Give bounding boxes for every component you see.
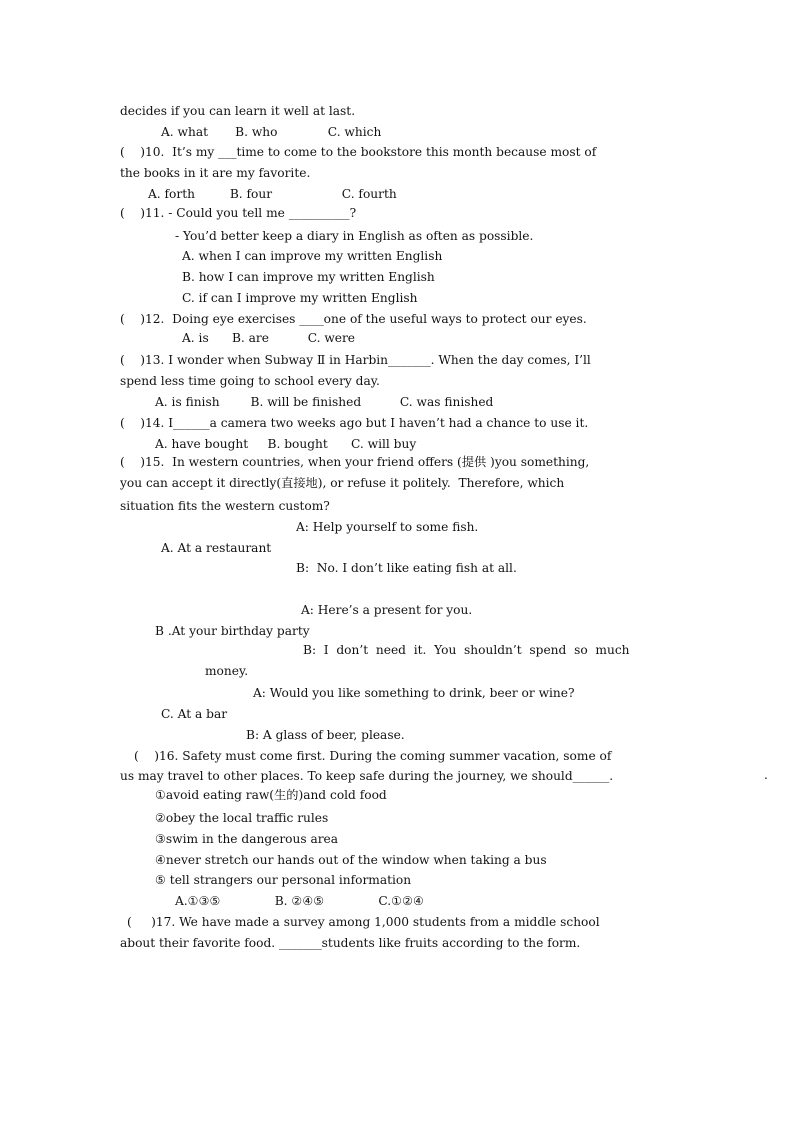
option-line: A. have bought B. bought C. will buy [155,437,417,451]
list-item: ③swim in the dangerous area [155,832,339,846]
question-12: ( )12. Doing eye exercises ____one of the useful ways to protect our eyes. [120,312,587,326]
question-10: ( )10. It’s my ___time to come to the bookstore this month because most of [120,145,597,159]
dialogue-line: B: I don’t need it. You shouldn’t spend so much [303,643,630,657]
option-line: B .At your birthday party [155,624,310,638]
text-line: decides if you can learn it well at last. [120,104,356,118]
dialogue-line: B: A glass of beer, please. [246,728,405,742]
question-13: ( )13. I wonder when Subway Ⅱ in Harbin_______. When the day comes, I’ll [120,353,591,367]
dialogue-line: B: No. I don’t like eating fish at all. [296,561,517,575]
option-line: A. At a restaurant [161,541,272,555]
dialogue-line: money. [205,664,249,678]
dialogue-line: A: Would you like something to drink, beer or wine? [253,686,575,700]
option-line: A. when I can improve my written English [182,249,443,263]
option-line: C. At a bar [161,707,228,721]
text-line: the books in it are my favorite. [120,166,311,180]
question-17: ( )17. We have made a survey among 1,000 students from a middle school [127,915,600,929]
list-item: ④never stretch our hands out of the window when taking a bus [155,853,547,867]
option-line: A. what B. who C. which [161,125,382,139]
list-item: ⑤ tell strangers our personal information [155,873,412,887]
option-line: A. is finish B. will be finished C. was finished [155,395,494,409]
option-line: C. if can I improve my written English [182,291,418,305]
option-line: A. is B. are C. were [182,331,356,345]
text-line: us may travel to other places. To keep safe during the journey, we should______. [120,769,614,783]
text-line: - You’d better keep a diary in English as often as possible. [175,229,534,243]
option-line: B. how I can improve my written English [182,270,435,284]
dialogue-line: A: Here’s a present for you. [301,603,473,617]
question-14: ( )14. I______a camera two weeks ago but I haven’t had a chance to use it. [120,416,589,430]
question-11: ( )11. - Could you tell me __________? [120,206,357,220]
text-line: about their favorite food. _______students like fruits according to the form. [120,936,581,950]
list-item: ②obey the local traffic rules [155,811,329,825]
text-line: spend less time going to school every day. [120,374,380,388]
text-line: situation fits the western custom? [120,499,330,513]
stray-dot: . [764,768,768,782]
text-line: you can accept it directly(直接地), or refuse it politely. Therefore, which [120,476,565,490]
question-16: ( )16. Safety must come first. During the coming summer vacation, some of [134,749,612,763]
option-line: A.①③⑤ B. ②④⑤ C.①②④ [175,894,424,908]
list-item: ①avoid eating raw(生的)and cold food [155,788,387,802]
dialogue-line: A: Help yourself to some fish. [296,520,479,534]
question-15: ( )15. In western countries, when your friend offers (提供 )you something, [120,455,590,469]
option-line: A. forth B. four C. fourth [148,187,397,201]
